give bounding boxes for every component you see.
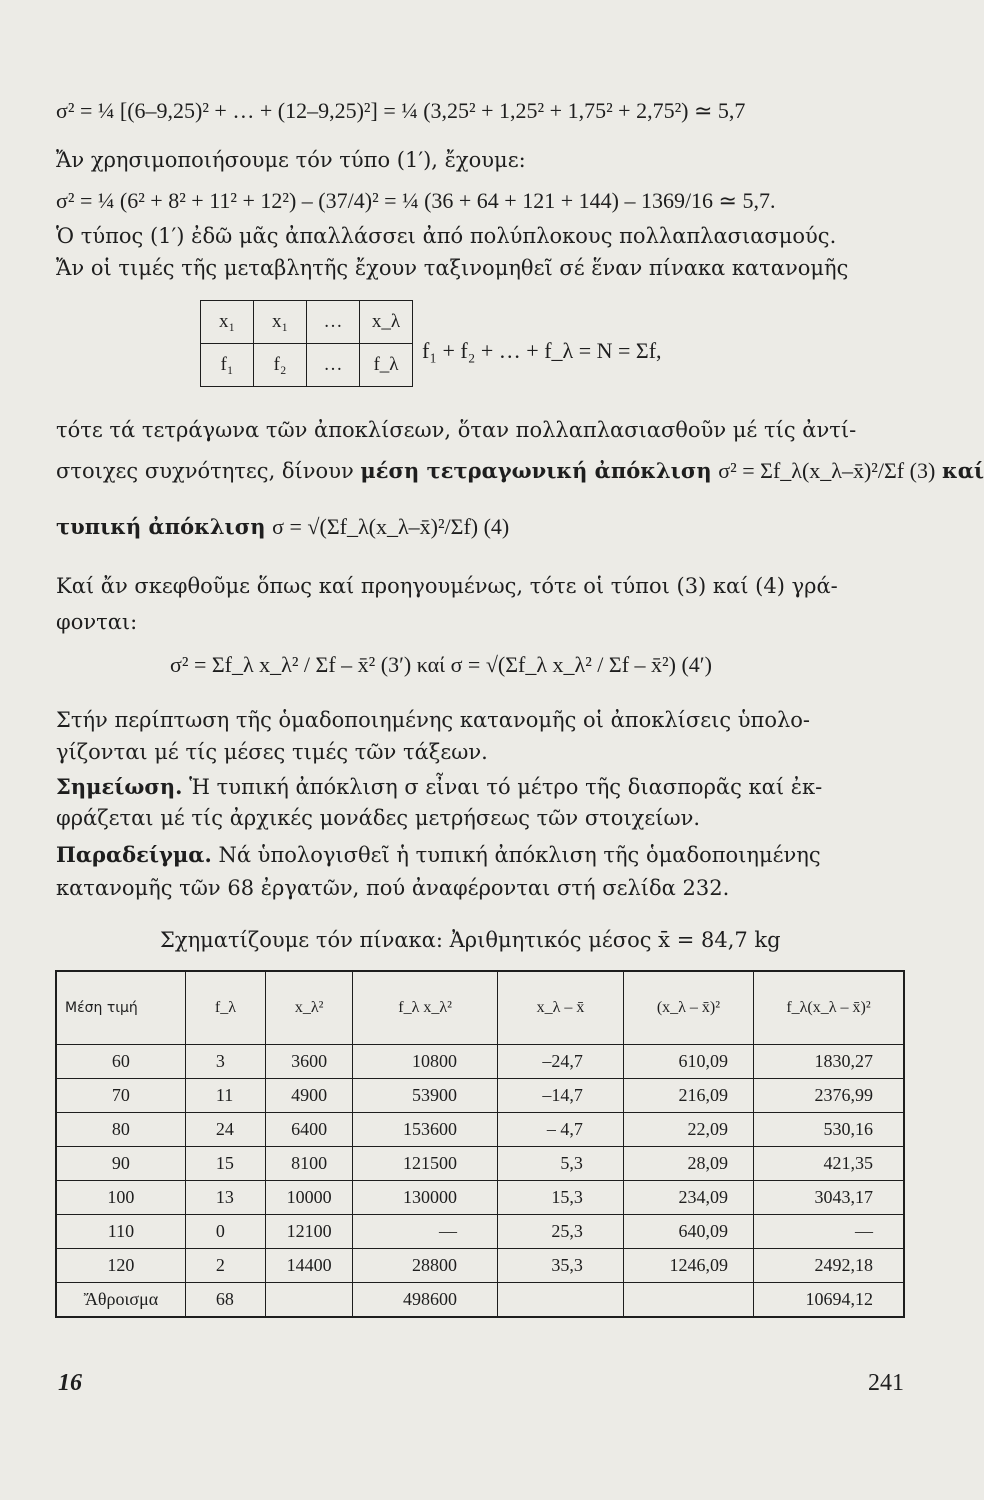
table-row	[56, 1249, 904, 1283]
table-cell: 3043,17	[753, 1181, 904, 1215]
text-line: Ἄν χρησιμοποιήσουμε τόν τύπο (1′), ἔχουμε:	[56, 148, 526, 172]
table-cell: 12100	[266, 1215, 353, 1249]
formula-4: σ = √(Σf_λ(x_λ–x̄)²/Σf) (4)	[272, 514, 510, 539]
text-line: Ἄν οἱ τιμές τῆς μεταβλητῆς ἔχουν ταξινομηθεῖ σέ ἕναν πίνακα κατανομῆς	[56, 256, 849, 280]
text-span: Νά ὑπολογισθεῖ ἡ τυπική ἀπόκλιση τῆς ὁμαδοποιημένης	[218, 843, 821, 867]
mini-cell: x₁	[201, 301, 254, 344]
table-cell: 421,35	[753, 1147, 904, 1181]
table-cell: 6400	[266, 1113, 353, 1147]
formula-3p-4p: σ² = Σf_λ x_λ² / Σf – x̄² (3′) καί σ = √(Σf_λ x_λ² / Σf – x̄²) (4′)	[170, 652, 712, 677]
table-cell: 10800	[353, 1045, 498, 1079]
table-cell: 640,09	[623, 1215, 753, 1249]
col-header: f_λ x_λ²	[353, 971, 498, 1045]
text-line	[56, 514, 906, 540]
table-header-row	[56, 971, 904, 1045]
text-line: τότε τά τετράγωνα τῶν ἀποκλίσεων, ὅταν πολλαπλασιασθοῦν μέ τίς ἀντί-	[56, 418, 857, 442]
distribution-table	[200, 300, 413, 387]
table-cell: 100	[56, 1181, 185, 1215]
table-cell: 498600	[353, 1283, 498, 1318]
table-cell: 1830,27	[753, 1045, 904, 1079]
table-cell: 130000	[353, 1181, 498, 1215]
table-cell: 1246,09	[623, 1249, 753, 1283]
table-cell: 610,09	[623, 1045, 753, 1079]
table-row	[56, 1045, 904, 1079]
table-cell: 8100	[266, 1147, 353, 1181]
table-cell: 15	[185, 1147, 265, 1181]
table-row	[56, 1215, 904, 1249]
table-cell: 35,3	[498, 1249, 624, 1283]
mini-cell: f_λ	[360, 344, 413, 387]
formula-3: σ² = Σf_λ(x_λ–x̄)²/Σf (3)	[718, 458, 936, 483]
table-cell: 2	[185, 1249, 265, 1283]
text-line	[56, 842, 906, 868]
mini-cell: …	[307, 301, 360, 344]
col-header: x_λ – x̄	[498, 971, 624, 1045]
example-label: Παραδείγμα.	[56, 842, 212, 867]
table-cell: 234,09	[623, 1181, 753, 1215]
table-cell: —	[353, 1215, 498, 1249]
table-row	[56, 1181, 904, 1215]
table-cell: 530,16	[753, 1113, 904, 1147]
text-span: καί	[941, 458, 984, 483]
formula-frequency-sum: f₁ + f₂ + … + f_λ = N = Σf,	[422, 338, 662, 363]
table-cell: 2376,99	[753, 1079, 904, 1113]
table-total-row	[56, 1283, 904, 1318]
text-line	[56, 458, 984, 484]
table-cell: 11	[185, 1079, 265, 1113]
table-cell: 120	[56, 1249, 185, 1283]
text-line: Σχηματίζουμε τόν πίνακα: Ἀριθμητικός μέσος x̄ = 84,7 kg	[160, 928, 781, 952]
table-cell: 15,3	[498, 1181, 624, 1215]
page-number: 241	[868, 1370, 904, 1396]
table-cell: 0	[185, 1215, 265, 1249]
table-cell: 121500	[353, 1147, 498, 1181]
col-header: x_λ²	[266, 971, 353, 1045]
table-row	[56, 1147, 904, 1181]
text-span: Ἡ τυπική ἀπόκλιση σ εἶναι τό μέτρο τῆς διασπορᾶς καί ἐκ-	[189, 775, 823, 799]
text-line: Ὁ τύπος (1′) ἐδῶ μᾶς ἀπαλλάσσει ἀπό πολύπλοκους πολλαπλασιασμούς.	[56, 224, 837, 248]
table-cell: 22,09	[623, 1113, 753, 1147]
table-cell: 70	[56, 1079, 185, 1113]
table-cell: – 4,7	[498, 1113, 624, 1147]
text-line: φονται:	[56, 610, 138, 634]
table-cell: 80	[56, 1113, 185, 1147]
note-label: Σημείωση.	[56, 774, 183, 799]
table-cell: 2492,18	[753, 1249, 904, 1283]
text-line: φράζεται μέ τίς ἀρχικές μονάδες μετρήσεως τῶν στοιχείων.	[56, 806, 701, 830]
table-cell: —	[753, 1215, 904, 1249]
text-line: Στήν περίπτωση τῆς ὁμαδοποιημένης κατανομῆς οἱ ἀποκλίσεις ὑπολο-	[56, 708, 811, 732]
table-cell: –24,7	[498, 1045, 624, 1079]
term-mean-square-deviation: μέση τετραγωνική ἀπόκλιση	[360, 458, 712, 483]
text-line	[56, 774, 906, 800]
table-cell: 90	[56, 1147, 185, 1181]
table-cell: 28800	[353, 1249, 498, 1283]
left-page-number: 16	[58, 1370, 82, 1396]
table-cell: 110	[56, 1215, 185, 1249]
col-header: f_λ	[185, 971, 265, 1045]
table-cell: 28,09	[623, 1147, 753, 1181]
table-cell: 25,3	[498, 1215, 624, 1249]
table-cell	[623, 1283, 753, 1318]
mini-cell: f₁	[201, 344, 254, 387]
mini-cell: f₂	[254, 344, 307, 387]
table-cell: 10000	[266, 1181, 353, 1215]
table-cell: 68	[185, 1283, 265, 1318]
computation-table	[55, 970, 905, 1318]
text-span: στοιχες συχνότητες, δίνουν	[56, 459, 354, 483]
table-cell: Ἄθροισμα	[56, 1283, 185, 1318]
formula-variance-direct: σ² = ¼ [(6–9,25)² + … + (12–9,25)²] = ¼ (3,25² + 1,25² + 1,75² + 2,75²) ≃ 5,7	[56, 98, 746, 123]
table-cell: 153600	[353, 1113, 498, 1147]
table-cell: 24	[185, 1113, 265, 1147]
text-line: γίζονται μέ τίς μέσες τιμές τῶν τάξεων.	[56, 740, 488, 764]
text-line: Καί ἄν σκεφθοῦμε ὅπως καί προηγουμένως, τότε οἱ τύποι (3) καί (4) γρά-	[56, 574, 838, 598]
table-cell: 216,09	[623, 1079, 753, 1113]
col-header: Μέση τιμή	[56, 971, 185, 1045]
mini-cell: x_λ	[360, 301, 413, 344]
mini-cell: x₁	[254, 301, 307, 344]
table-cell: –14,7	[498, 1079, 624, 1113]
text-line: κατανομῆς τῶν 68 ἐργατῶν, πού ἀναφέρονται στή σελίδα 232.	[56, 876, 730, 900]
term-standard-deviation: τυπική ἀπόκλιση	[56, 514, 266, 539]
table-cell	[266, 1283, 353, 1318]
table-row	[56, 1113, 904, 1147]
table-cell: 13	[185, 1181, 265, 1215]
table-cell: 14400	[266, 1249, 353, 1283]
table-cell	[498, 1283, 624, 1318]
table-cell: 4900	[266, 1079, 353, 1113]
col-header: (x_λ – x̄)²	[623, 971, 753, 1045]
table-cell: 3600	[266, 1045, 353, 1079]
col-header: f_λ(x_λ – x̄)²	[753, 971, 904, 1045]
table-cell: 60	[56, 1045, 185, 1079]
table-cell: 53900	[353, 1079, 498, 1113]
table-row	[56, 1079, 904, 1113]
formula-variance-alt: σ² = ¼ (6² + 8² + 11² + 12²) – (37/4)² = ¼ (36 + 64 + 121 + 144) – 1369/16 ≃ 5,7.	[56, 188, 776, 213]
mini-cell: …	[307, 344, 360, 387]
table-cell: 3	[185, 1045, 265, 1079]
table-cell: 5,3	[498, 1147, 624, 1181]
table-cell: 10694,12	[753, 1283, 904, 1318]
